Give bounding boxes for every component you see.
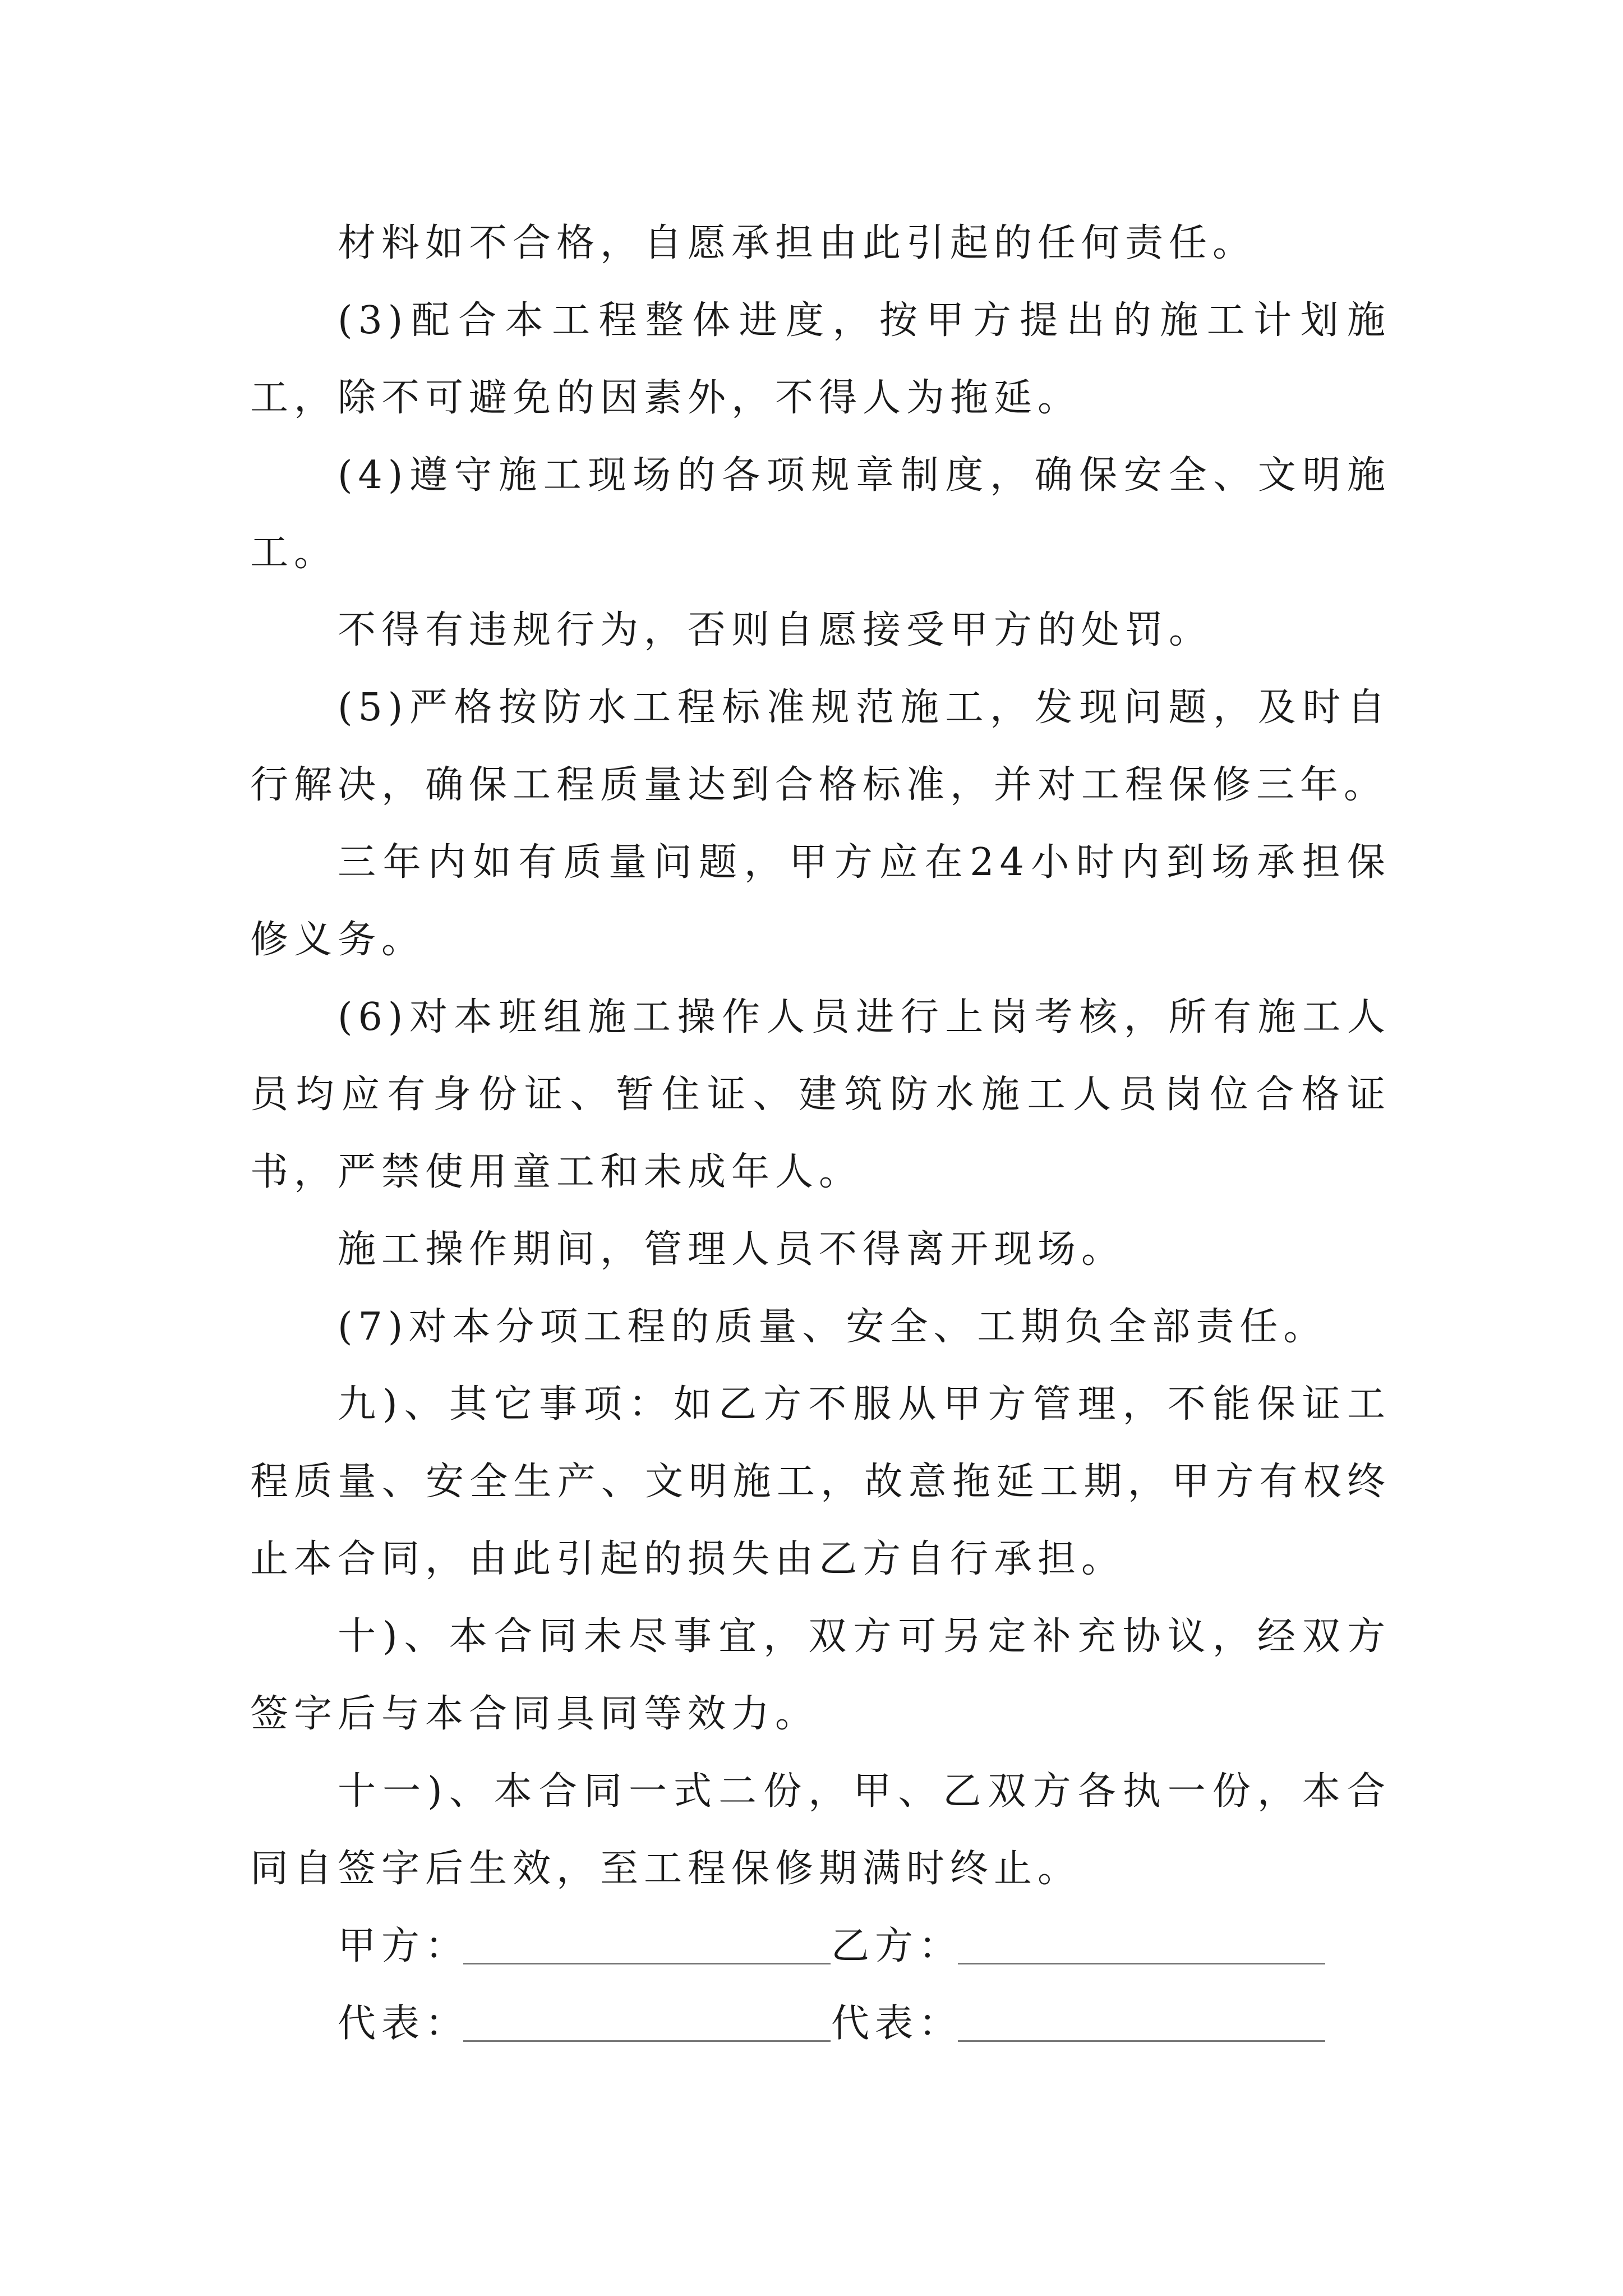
rep-a-signature-line bbox=[463, 2040, 831, 2042]
rep-b-label: 代表： bbox=[831, 2001, 963, 2046]
signature-row-representatives bbox=[250, 1985, 1391, 2063]
paragraph: 十一)、本合同一式二份，甲、乙双方各执一份，本合同自签字后生效，至工程保修期满时终止。 bbox=[250, 1769, 1391, 1891]
paragraph: 九)、其它事项：如乙方不服从甲方管理，不能保证工程质量、安全生产、文明施工，故意拖延工期，甲方有权终止本合同，由此引起的损失由乙方自行承担。 bbox=[250, 1382, 1391, 1581]
paragraph: (3)配合本工程整体进度，按甲方提出的施工计划施工，除不可避免的因素外，不得人为拖延。 bbox=[250, 298, 1391, 420]
signature-row-parties bbox=[250, 1908, 1391, 1985]
rep-a-label: 代表： bbox=[338, 2001, 469, 2046]
paragraph: 十)、本合同未尽事宜，双方可另定补充协议，经双方签字后与本合同具同等效力。 bbox=[250, 1614, 1391, 1736]
party-a-label: 甲方： bbox=[338, 1924, 469, 1968]
paragraph: (4)遵守施工现场的各项规章制度，确保安全、文明施工。 bbox=[250, 453, 1391, 575]
document-body bbox=[250, 205, 1391, 2063]
party-b-label: 乙方： bbox=[831, 1924, 963, 1968]
paragraph: 三年内如有质量问题，甲方应在24小时内到场承担保修义务。 bbox=[250, 840, 1391, 962]
rep-b-signature-line bbox=[958, 2040, 1325, 2042]
paragraph: (7)对本分项工程的质量、安全、工期负全部责任。 bbox=[338, 1305, 1327, 1349]
party-b-signature-line bbox=[958, 1963, 1325, 1964]
paragraph: 施工操作期间，管理人员不得离开现场。 bbox=[338, 1227, 1126, 1272]
party-a-signature-line bbox=[463, 1963, 831, 1964]
paragraph: 不得有违规行为，否则自愿接受甲方的处罚。 bbox=[338, 608, 1213, 652]
paragraph: (5)严格按防水工程标准规范施工，发现问题，及时自行解决，确保工程质量达到合格标准，并对工程保修三年。 bbox=[250, 685, 1391, 807]
paragraph: (6)对本班组施工操作人员进行上岗考核，所有施工人员均应有身份证、暂住证、建筑防水施工人员岗位合格证书，严禁使用童工和未成年人。 bbox=[250, 995, 1391, 1194]
paragraph: 材料如不合格，自愿承担由此引起的任何责任。 bbox=[338, 221, 1257, 265]
